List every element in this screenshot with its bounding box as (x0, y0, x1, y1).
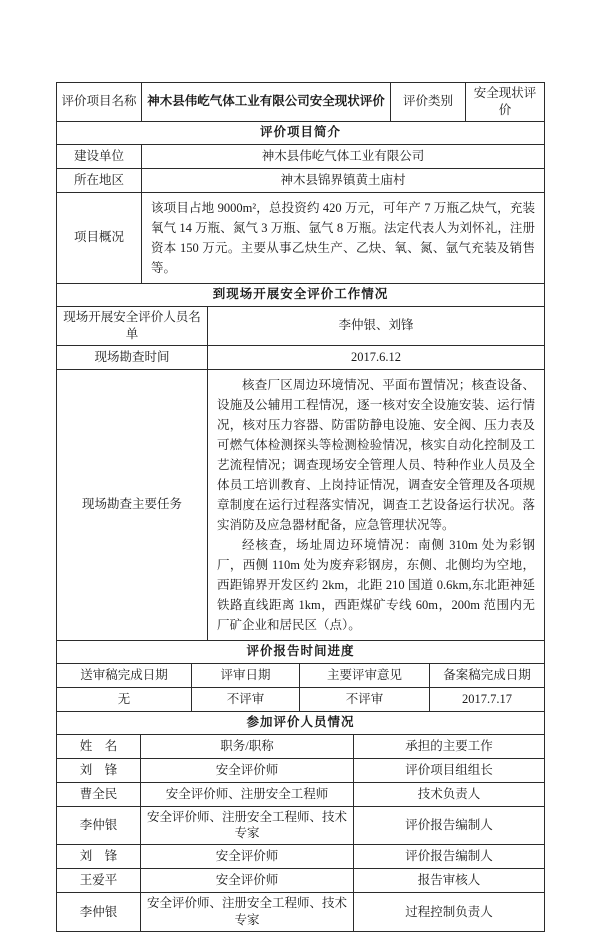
survey-tasks-paragraph-2: 经核查，场址周边环境情况：南侧 310m 处为彩钢厂，西侧 110m 处为废弃彩钢房，东侧、北侧均为空地，西距锦界开发区约 2km，北距 210 国道 0.6km,东北距神延铁路直线距离 1km，西距煤矿专线 60m，200m 范围内无厂矿企业和居民区（点）。 (217, 537, 535, 632)
site-staff-label: 现场开展安全评价人员名单 (57, 307, 208, 345)
category-value: 安全现状评价 (473, 86, 537, 117)
section-title-participants: 参加评价人员情况 (57, 712, 544, 735)
schedule-header-final-date: 备案稿完成日期 (443, 667, 531, 682)
site-staff-value: 李仲银、刘锋 (338, 318, 414, 333)
schedule-value-draft-date: 无 (57, 688, 192, 711)
schedule-header-row (57, 664, 544, 688)
participants-header-work: 承担的主要工作 (405, 738, 493, 753)
project-name-label: 评价项目名称 (57, 83, 142, 121)
participant-work: 评价报告编制人 (405, 849, 493, 864)
participant-role: 安全评价师 (141, 845, 354, 868)
safety-evaluation-form (56, 82, 545, 932)
project-name-value: 神木县伟屹气体工业有限公司安全现状评价 (142, 83, 391, 121)
schedule-header-opinion: 主要评审意见 (300, 664, 430, 687)
construction-unit-row (57, 145, 544, 169)
section-title-schedule: 评价报告时间进度 (57, 641, 544, 664)
construction-unit-value: 神木县伟屹气体工业有限公司 (261, 148, 425, 163)
participant-work: 评价项目组组长 (405, 762, 493, 777)
section-title-site-work: 到现场开展安全评价工作情况 (57, 284, 544, 307)
participant-row (57, 783, 544, 807)
construction-unit-label: 建设单位 (57, 145, 142, 168)
schedule-value-opinion: 不评审 (300, 688, 430, 711)
schedule-value-review-date: 不评审 (192, 688, 300, 711)
schedule-header-draft-date: 送审稿完成日期 (57, 664, 192, 687)
survey-date-row (57, 346, 544, 370)
project-name-row (57, 83, 544, 122)
participants-header-row (57, 735, 544, 759)
participant-role: 安全评价师 (141, 759, 354, 782)
schedule-value-final-date: 2017.7.17 (462, 691, 512, 706)
participant-name: 刘 锋 (57, 759, 141, 782)
participant-row (57, 869, 544, 893)
section-title-intro: 评价项目简介 (57, 122, 544, 145)
survey-date-label: 现场勘查时间 (57, 346, 208, 369)
schedule-header-review-date: 评审日期 (192, 664, 300, 687)
participant-work: 评价报告编制人 (405, 817, 493, 832)
survey-tasks-row (57, 370, 544, 641)
participant-name: 曹全民 (57, 783, 141, 806)
participant-work: 过程控制负责人 (405, 904, 493, 919)
participant-row (57, 759, 544, 783)
participant-row (57, 845, 544, 869)
participant-role: 安全评价师、注册安全工程师、技术专家 (141, 893, 354, 931)
schedule-value-row (57, 688, 544, 712)
survey-tasks-text (208, 370, 544, 640)
participant-name: 刘 锋 (57, 845, 141, 868)
participant-role: 安全评价师、注册安全工程师 (141, 783, 354, 806)
survey-tasks-label: 现场勘查主要任务 (57, 370, 208, 640)
survey-tasks-paragraph-1: 核查厂区周边环境情况、平面布置情况；核查设备、设施及公辅用工程情况，逐一核对安全设施安装、运行情况，核对压力容器、防雷防静电设施、安全阀、压力表及可燃气体检测探头等检测检验情况，核实自动化控制及工艺流程情况；调查现场安全管理人员、特种作业人员及全体员工培训教育、上岗持证情况，调查安全管理及各项规章制度在运行过程落实情况，调查工艺设备运行状况。落实消防及应急器材配备，应急管理状况等。 (217, 377, 535, 532)
participants-header-name: 姓 名 (57, 735, 141, 758)
participant-role: 安全评价师 (141, 869, 354, 892)
participant-name: 李仲银 (57, 893, 141, 931)
project-profile-text (142, 193, 544, 283)
location-row (57, 169, 544, 193)
project-profile-row (57, 193, 544, 284)
participant-role: 安全评价师、注册安全工程师、技术专家 (141, 807, 354, 845)
participant-work: 技术负责人 (417, 786, 481, 801)
survey-date-value: 2017.6.12 (351, 349, 401, 364)
participant-name: 王爱平 (57, 869, 141, 892)
project-profile-label: 项目概况 (57, 193, 142, 283)
site-staff-row (57, 307, 544, 346)
location-label: 所在地区 (57, 169, 142, 192)
participant-row (57, 807, 544, 846)
participants-header-role: 职务/职称 (141, 735, 354, 758)
project-profile-paragraph: 该项目占地 9000m²，总投资约 420 万元，可年产 7 万瓶乙炔气，充装氧气 14 万瓶、氮气 3 万瓶、氩气 8 万瓶。法定代表人为刘怀礼，注册资本 150 万元。主要从事乙炔生产、乙炔、氧、氮、氩气充装及销售等。 (151, 200, 535, 275)
participant-row (57, 893, 544, 931)
participant-name: 李仲银 (57, 807, 141, 845)
participant-work: 报告审核人 (417, 873, 481, 888)
location-value: 神木县锦界镇黄土庙村 (280, 172, 406, 187)
category-label: 评价类别 (391, 83, 466, 121)
